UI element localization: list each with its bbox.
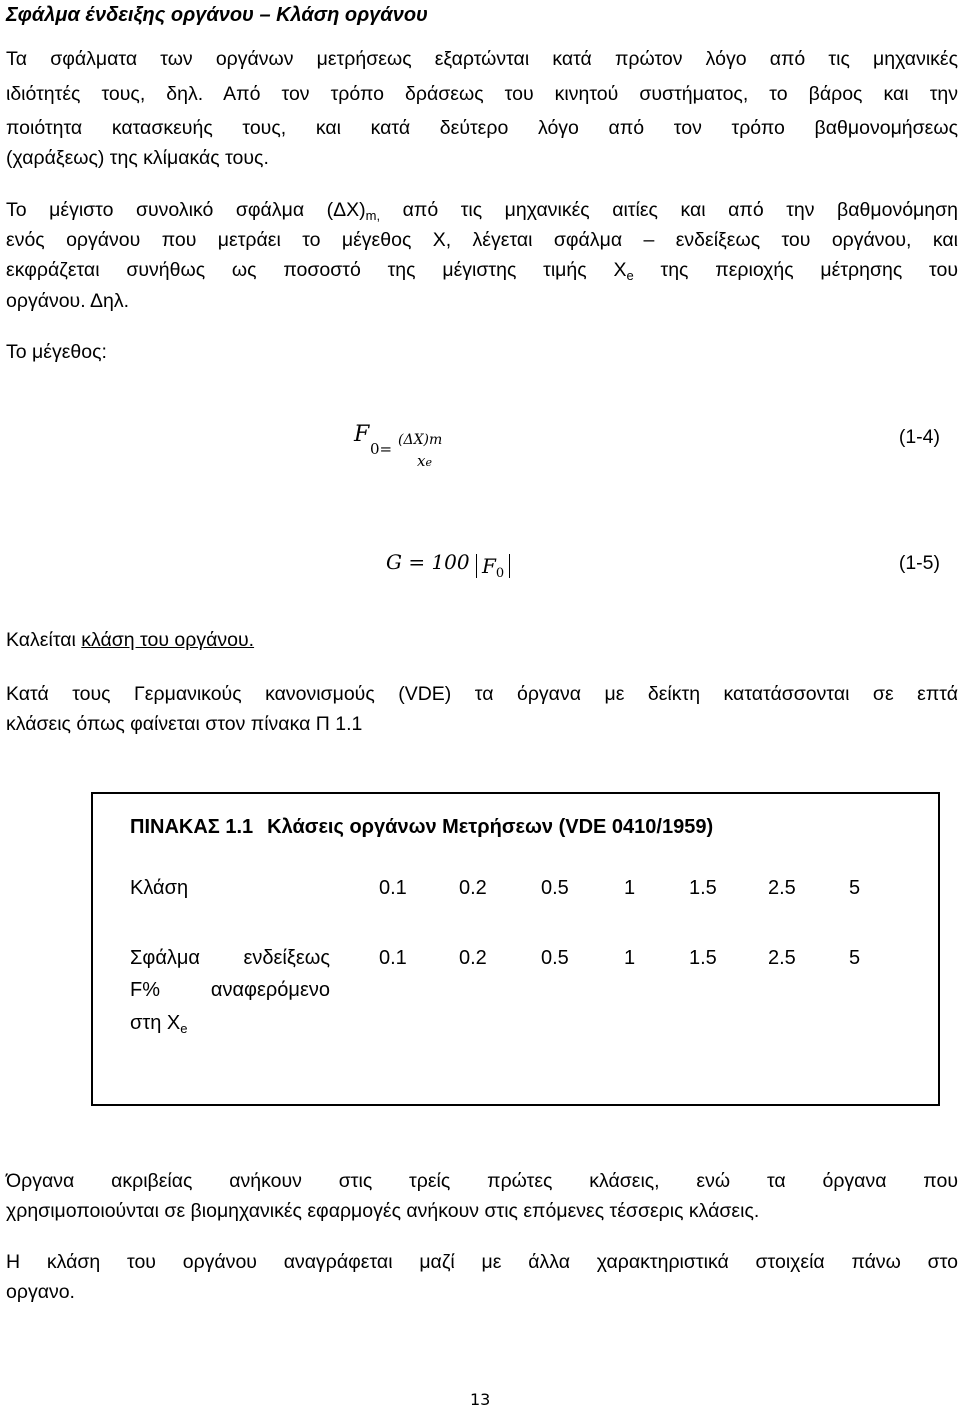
quantity-intro: Το μέγεθος: — [6, 341, 107, 363]
para2-line1-post: από τις μηχανικές αιτίες και από την βαθμονόμηση — [380, 199, 958, 221]
table-caption-text: Κλάσεις οργάνων Μετρήσεων (VDE 0410/1959) — [267, 816, 714, 838]
eq2-abs — [476, 554, 510, 581]
table-row1-cell: 2.5 — [768, 877, 796, 899]
table-row1-cell: 1.5 — [689, 877, 717, 899]
para2-line3-pre: εκφράζεται συνήθως ως ποσοστό της μέγιστης τιμής Χ — [6, 259, 627, 281]
para2-line1-pre: Το μέγιστο συνολικό σφάλμα (ΔΧ) — [6, 199, 366, 221]
class-sentence — [6, 628, 254, 652]
table-row2-label-text: στη Χ — [130, 1012, 181, 1034]
eq1-sub: 0= — [370, 440, 393, 458]
eq2-number: (1-5) — [898, 552, 940, 574]
para4-line1: Όργανα ακριβείας ανήκουν στις τρείς πρώτες κλάσεις, ενώ τα όργανα που — [6, 1170, 958, 1192]
para1-line3: ποιότητα κατασκευής τους, και κατά δεύτερο λόγο από τον τρόπο βαθμονομήσεως — [6, 117, 958, 139]
para2-line3-post: της περιοχής μέτρησης του — [633, 259, 958, 281]
table-row2-cell: 2.5 — [768, 947, 796, 969]
para2-line4: οργάνου. Δηλ. — [6, 290, 130, 312]
class-sentence-pre: Καλείται — [6, 629, 82, 651]
eq1-numerator: (ΔX)m — [398, 432, 443, 448]
table-row2-cell: 1 — [624, 947, 636, 969]
para1-line1: Τα σφάλματα των οργάνων μετρήσεως εξαρτώνται κατά πρώτον λόγο από τις μηχανικές — [6, 48, 958, 70]
eq1-den-var: x — [417, 452, 426, 470]
section-heading: Σφάλμα ένδειξης οργάνου – Κλάση οργάνου — [6, 4, 428, 26]
eq2-expression — [386, 550, 510, 581]
table-row1-cell: 0.5 — [541, 877, 569, 899]
para2-line3 — [6, 258, 958, 282]
page-number: 13 — [470, 1390, 491, 1409]
table-row2-cell: 1.5 — [689, 947, 717, 969]
para3-line2: κλάσεις όπως φαίνεται στον πίνακα Π 1.1 — [6, 713, 363, 735]
eq2-text: G = 100 — [386, 550, 470, 574]
table-row2-label-sub: e — [180, 1021, 188, 1036]
table-row1-cell: 1 — [624, 877, 636, 899]
eq2-abs-var: F — [481, 554, 496, 578]
para5-line2: οργανο. — [6, 1281, 75, 1303]
para2-line3-sub: e — [626, 268, 634, 283]
table-caption — [130, 816, 713, 839]
eq1-number: (1-4) — [898, 426, 940, 448]
para4-line2: χρησιμοποιούνται σε βιομηχανικές εφαρμογές ανήκουν στις επόμενες τέσσερις κλάσεις. — [6, 1200, 760, 1222]
table-row2-cell: 0.2 — [459, 947, 487, 969]
table-row2-cell: 0.1 — [379, 947, 407, 969]
table-row2-label-line2: F% αναφερόμενο — [130, 979, 330, 1001]
para1-line2: ιδιότητές τους, δηλ. Από τον τρόπο δράσεως του κινητού συστήματος, το βάρος και την — [6, 83, 958, 105]
eq1-denominator — [417, 452, 432, 470]
para5-line1: Η κλάση του οργάνου αναγράφεται μαζί με άλλα χαρακτηριστικά στοιχεία πάνω στο — [6, 1251, 958, 1273]
table-row2-cell: 5 — [849, 947, 861, 969]
eq1-den-sub: e — [425, 456, 432, 469]
table-row1-cell: 0.2 — [459, 877, 487, 899]
eq2-abs-sub: 0 — [495, 566, 505, 581]
table-row2-cell: 0.5 — [541, 947, 569, 969]
table-row2-label-line3 — [130, 1012, 188, 1035]
para1-line4: (χαράξεως) της κλίμακάς τους. — [6, 147, 269, 169]
table-row1-cell: 5 — [849, 877, 861, 899]
para2-line2: ενός οργάνου που μετράει το μέγεθος Χ, λέγεται σφάλμα – ενδείξεως του οργάνου, και — [6, 229, 958, 251]
eq1-lhs: F — [354, 422, 370, 447]
para2-line1 — [6, 198, 958, 222]
table-row1-cell: 0.1 — [379, 877, 407, 899]
table-row2-label-line1: Σφάλμα ενδείξεως — [130, 947, 330, 969]
para3-line1: Κατά τους Γερμανικούς κανονισμούς (VDE) τα όργανα με δείκτη κατατάσσονται σε επτά — [6, 683, 958, 705]
table-row1-label: Κλάση — [130, 877, 189, 899]
table-caption-number: ΠΙΝΑΚΑΣ 1.1 — [130, 816, 254, 838]
class-sentence-term: κλάση του οργάνου. — [81, 629, 255, 651]
para2-line1-sub: m, — [365, 208, 381, 223]
